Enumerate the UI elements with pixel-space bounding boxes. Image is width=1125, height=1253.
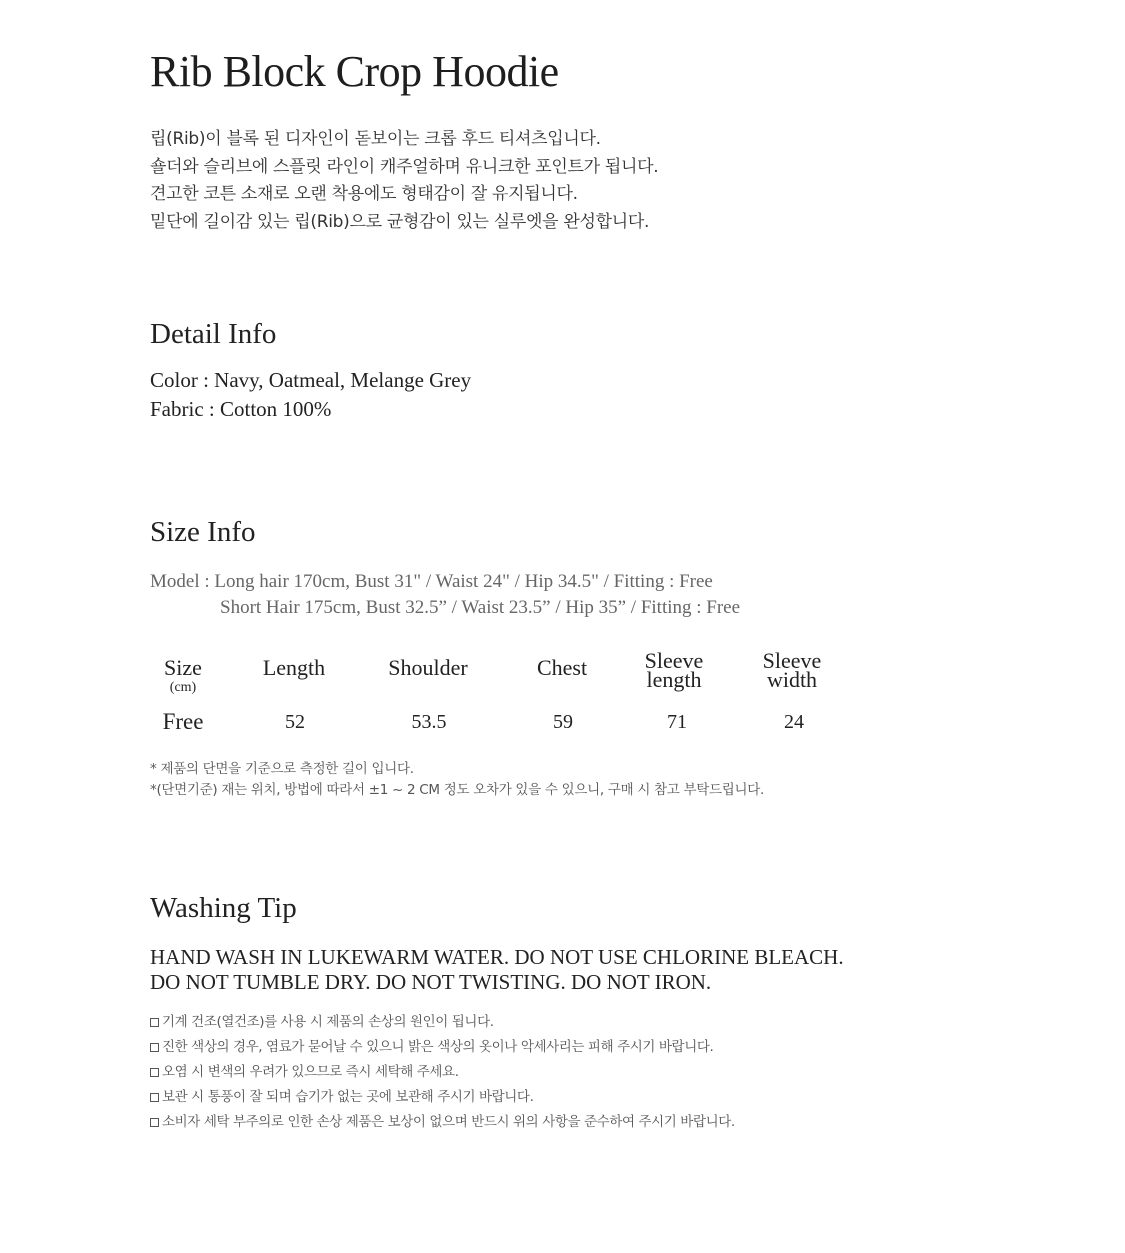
measurement-note: *(단면기준) 재는 위치, 방법에 따라서 ±1 ~ 2 CM 정도 오차가 있을 수 있으니, 구매 시 참고 부탁드립니다. (150, 782, 764, 798)
measurement-note: * 제품의 단면을 기준으로 측정한 길이 입니다. (150, 761, 414, 777)
measurement-notes (150, 759, 764, 801)
caution-text: 소비자 세탁 부주의로 인한 손상 제품은 보상이 없으며 반드시 위의 사항을 준수하여 주시기 바랍니다. (162, 1114, 735, 1130)
caution-item (150, 1035, 735, 1060)
caution-item (150, 1085, 735, 1110)
description-line: 밑단에 길이감 있는 립(Rib)으로 균형감이 있는 실루엣을 완성합니다. (150, 211, 650, 232)
length-column-header: Length (262, 655, 326, 680)
sleeve-width-header-line: width (766, 667, 818, 692)
checkbox-icon (150, 1093, 159, 1102)
chest-cell: 59 (553, 711, 573, 733)
sleeve-length-cell: 71 (667, 711, 687, 733)
caution-text: 오염 시 변색의 우려가 있으므로 즉시 세탁해 주세요. (162, 1064, 459, 1080)
detail-info-heading: Detail Info (150, 318, 277, 350)
chest-column-header: Chest (536, 655, 588, 680)
washing-instructions (150, 945, 844, 995)
sleeve-width-column-header (762, 648, 822, 692)
model-info (150, 569, 740, 621)
caution-item (150, 1060, 735, 1085)
product-description (150, 126, 658, 236)
shoulder-cell: 53.5 (411, 711, 447, 733)
size-info-heading: Size Info (150, 516, 256, 548)
caution-item (150, 1110, 735, 1135)
product-title: Rib Block Crop Hoodie (150, 47, 559, 96)
washing-instruction-line: DO NOT TUMBLE DRY. DO NOT TWISTING. DO NOT IRON. (150, 970, 712, 994)
sleeve-length-header-line: length (646, 667, 702, 692)
detail-info-list (150, 366, 471, 424)
sleeve-width-header-line: Sleeve (762, 648, 822, 673)
shoulder-column-header: Shoulder (388, 655, 468, 680)
sleeve-width-cell: 24 (784, 711, 804, 733)
checkbox-icon (150, 1068, 159, 1077)
caution-text: 기계 건조(열건조)를 사용 시 제품의 손상의 원인이 됩니다. (162, 1014, 494, 1030)
description-line: 견고한 코튼 소재로 오랜 착용에도 형태감이 잘 유지됩니다. (150, 184, 578, 204)
caution-text: 진한 색상의 경우, 염료가 묻어날 수 있으니 밝은 색상의 옷이나 악세사리는 피해 주시기 바랍니다. (162, 1039, 714, 1055)
description-line: 숄더와 슬리브에 스플릿 라인이 캐주얼하며 유니크한 포인트가 됩니다. (150, 156, 659, 177)
caution-item (150, 1010, 735, 1035)
washing-instruction-line: HAND WASH IN LUKEWARM WATER. DO NOT USE CHLORINE BLEACH. (150, 945, 844, 969)
size-unit-label: (cm) (169, 680, 197, 695)
description-line: 립(Rib)이 블록 된 디자인이 돋보이는 크롭 후드 티셔츠입니다. (150, 129, 601, 149)
size-column-header: Size (164, 655, 202, 680)
color-line: Color : Navy, Oatmeal, Melange Grey (150, 368, 472, 392)
washing-caution-list (150, 1010, 735, 1135)
length-cell: 52 (285, 711, 305, 733)
checkbox-icon (150, 1043, 159, 1052)
model-line-long-hair: Model : Long hair 170cm, Bust 31" / Waist 24" / Hip 34.5" / Fitting : Free (150, 571, 713, 592)
caution-text: 보관 시 통풍이 잘 되며 습기가 없는 곳에 보관해 주시기 바랍니다. (162, 1089, 534, 1105)
checkbox-icon (150, 1118, 159, 1127)
model-line-short-hair: Short Hair 175cm, Bust 32.5” / Waist 23.5” / Hip 35” / Fitting : Free (220, 597, 741, 618)
sleeve-length-header-line: Sleeve (644, 648, 704, 673)
checkbox-icon (150, 1018, 159, 1027)
size-cell: Free (162, 709, 204, 734)
washing-tip-heading: Washing Tip (150, 892, 297, 924)
sleeve-length-column-header (644, 648, 704, 692)
fabric-line: Fabric : Cotton 100% (150, 397, 332, 421)
